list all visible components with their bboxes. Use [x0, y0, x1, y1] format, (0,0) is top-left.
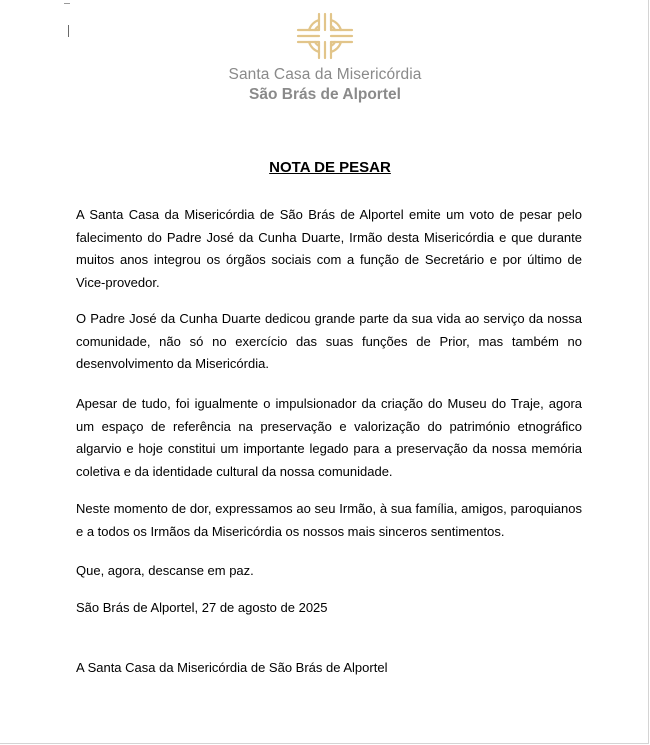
org-place: São Brás de Alportel	[249, 86, 401, 103]
date-line: São Brás de Alportel, 27 de agosto de 2025	[76, 600, 328, 615]
logo-stroke	[309, 20, 319, 30]
logo-stroke	[309, 42, 319, 52]
org-name: Santa Casa da Misericórdia	[228, 66, 422, 83]
cross-logo-icon	[290, 10, 360, 62]
logo-stroke	[331, 42, 341, 52]
paragraph-1: A Santa Casa da Misericórdia de São Brás de Alportel emite um voto de pesar pelo falecimento do Padre José da Cunha Duarte, Irmão desta Misericórdia e que durante muitos anos integrou os órgãos sociais com a função de Secretário e por último de Vice-provedor.	[76, 207, 582, 290]
paragraph-2: O Padre José da Cunha Duarte dedicou grande parte da sua vida ao serviço da nossa comunidade, não só no exercício das suas funções de Prior, mas também no desenvolvimento da Misericórdia.	[76, 311, 582, 371]
paragraph-4: Neste momento de dor, expressamos ao seu Irmão, à sua família, amigos, paroquianos e a todos os Irmãos da Misericórdia os nossos mais sinceros sentimentos.	[76, 501, 582, 539]
logo-stroke	[331, 20, 341, 30]
page-corner-marker	[64, 0, 70, 4]
closing-line: Que, agora, descanse em paz.	[76, 563, 254, 578]
logo	[0, 10, 650, 62]
document-title: NOTA DE PESAR	[269, 159, 391, 176]
signature-line: A Santa Casa da Misericórdia de São Brás de Alportel	[76, 660, 388, 675]
paragraph-3: Apesar de tudo, foi igualmente o impulsionador da criação do Museu do Traje, agora um espaço de referência na preservação e valorização do património etnográfico algarvio e hoje constitui um importante legado para a preservação da nossa memória coletiva e da identidade cultural da nossa comunidade.	[76, 396, 582, 479]
